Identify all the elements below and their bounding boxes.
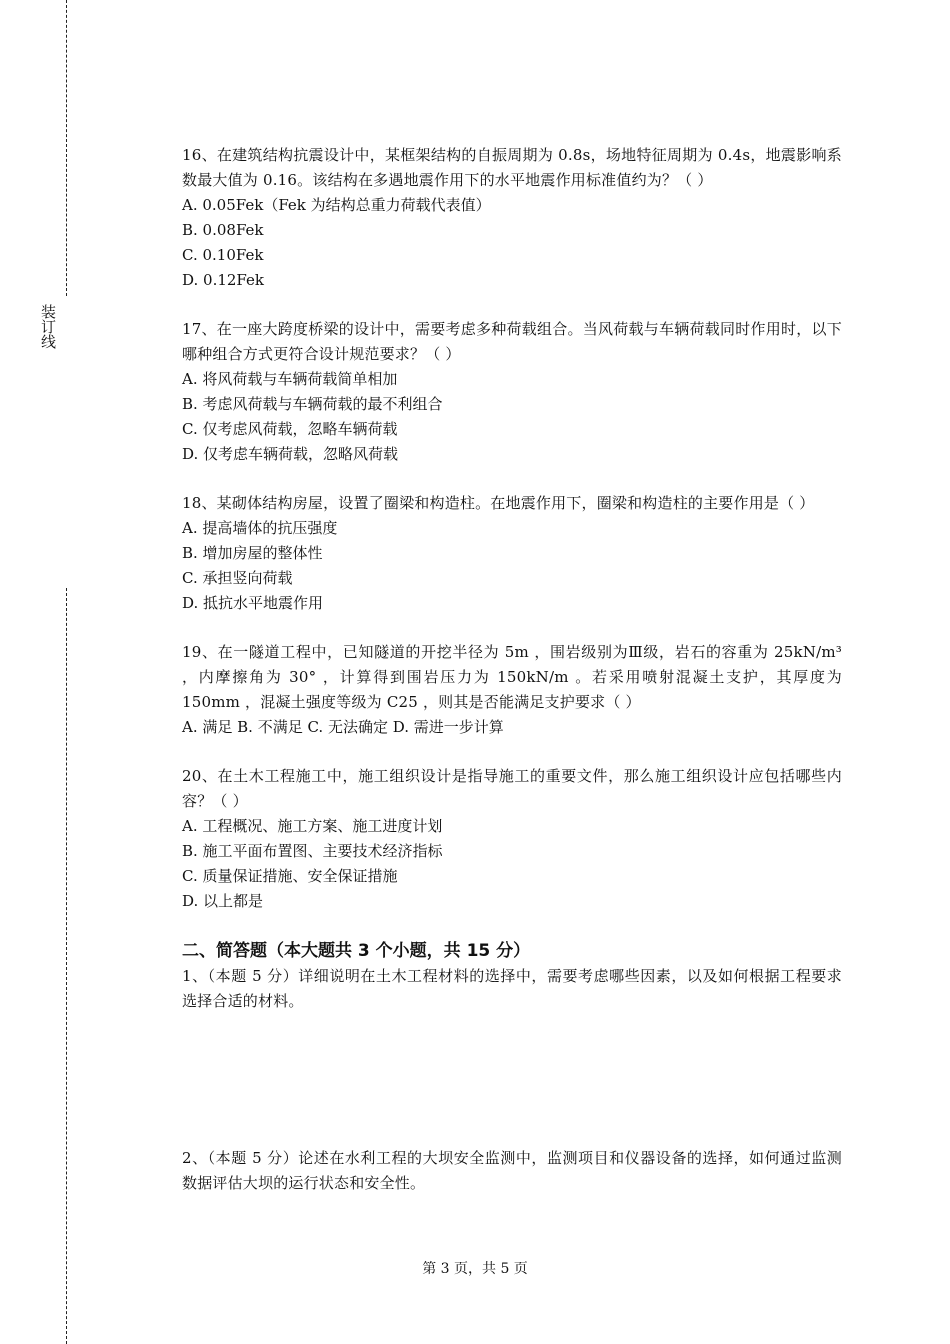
question-stem: 19、在一隧道工程中，已知隧道的开挖半径为 5m ，围岩级别为Ⅲ级，岩石的容重为 25kN/m³ ，内摩擦角为 30° ，计算得到围岩压力为 150kN/m 。若采用喷射混凝土支护，其厚度为 150mm ，混凝土强度等级为 C25 ，则其是否能满足支护要求（ ）	[182, 643, 842, 711]
option-d: D. 仅考虑车辆荷载，忽略风荷载	[182, 445, 399, 463]
question-stem: 17、在一座大跨度桥梁的设计中，需要考虑多种荷载组合。当风荷载与车辆荷载同时作用时，以下哪种组合方式更符合设计规范要求？（ ）	[182, 320, 842, 363]
option-c: C. 质量保证措施、安全保证措施	[182, 867, 398, 885]
option-c: C. 承担竖向荷载	[182, 569, 293, 587]
question-stem: 20、在土木工程施工中，施工组织设计是指导施工的重要文件，那么施工组织设计应包括哪些内容？（ ）	[182, 767, 842, 810]
option-c: C. 仅考虑风荷载，忽略车辆荷载	[182, 420, 398, 438]
question-17	[182, 317, 842, 467]
option-a: A. 提高墙体的抗压强度	[182, 519, 338, 537]
question-18	[182, 491, 842, 616]
option-a: A. 工程概况、施工方案、施工进度计划	[182, 817, 443, 835]
page-footer: 第 3 页，共 5 页	[422, 1261, 528, 1277]
binding-label: 装订线	[39, 304, 57, 349]
option-a: A. 将风荷载与车辆荷载简单相加	[182, 370, 398, 388]
short-answer-question-1: 1、（本题 5 分）详细说明在土木工程材料的选择中，需要考虑哪些因素，以及如何根据工程要求选择合适的材料。	[182, 967, 842, 1010]
option-d: D. 以上都是	[182, 892, 264, 910]
option-d: D. 0.12Fek	[182, 271, 264, 289]
options-inline: A. 满足 B. 不满足 C. 无法确定 D. 需进一步计算	[182, 718, 504, 736]
option-d: D. 抵抗水平地震作用	[182, 594, 324, 612]
question-stem: 16、在建筑结构抗震设计中，某框架结构的自振周期为 0.8s，场地特征周期为 0.4s，地震影响系数最大值为 0.16。该结构在多遇地震作用下的水平地震作用标准值约为？（ ）	[182, 146, 842, 189]
question-stem: 18、某砌体结构房屋，设置了圈梁和构造柱。在地震作用下，圈梁和构造柱的主要作用是（ ）	[182, 494, 815, 512]
question-20	[182, 764, 842, 914]
binding-line-top	[66, 0, 67, 296]
binding-line-bottom	[66, 588, 67, 1344]
option-a: A. 0.05Fek（Fek 为结构总重力荷载代表值）	[182, 196, 491, 214]
option-b: B. 施工平面布置图、主要技术经济指标	[182, 842, 443, 860]
short-answer-question-2: 2、（本题 5 分）论述在水利工程的大坝安全监测中，监测项目和仪器设备的选择，如何通过监测数据评估大坝的运行状态和安全性。	[182, 1149, 842, 1192]
option-b: B. 考虑风荷载与车辆荷载的最不利组合	[182, 395, 443, 413]
option-c: C. 0.10Fek	[182, 246, 264, 264]
option-b: B. 增加房屋的整体性	[182, 544, 323, 562]
section-title: 二、简答题（本大题共 3 个小题，共 15 分）	[182, 941, 531, 961]
exam-content	[182, 143, 842, 1196]
question-16	[182, 143, 842, 293]
option-b: B. 0.08Fek	[182, 221, 264, 239]
question-19	[182, 640, 842, 740]
